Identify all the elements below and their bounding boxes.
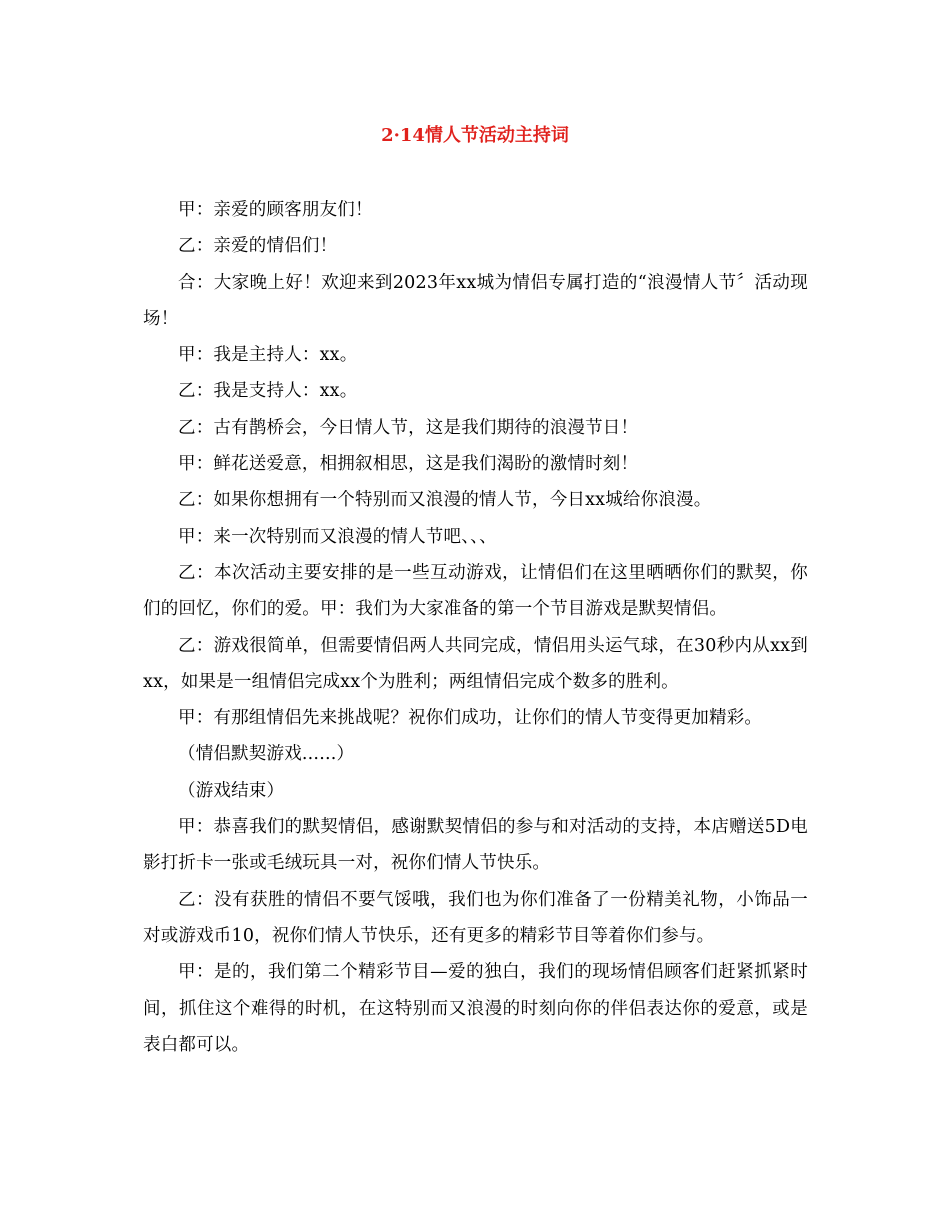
paragraph: （游戏结束） [178,780,285,801]
paragraph: 甲：有那组情侣先来挑战呢？祝你们成功，让你们的情人节变得更加精彩。 [178,708,763,729]
paragraph: （情侣默契游戏......） [178,744,355,765]
paragraph: 合：大家晚上好！欢迎来到2023年xx城为情侣专属打造的“浪漫情人节〞活动现场！ [143,272,808,329]
paragraph: 乙：亲爱的情侣们！ [178,236,338,257]
paragraph: 乙：没有获胜的情侣不要气馁哦，我们也为你们准备了一份精美礼物，小饰品一对或游戏币10，祝你们情人节快乐，还有更多的精彩节目等着你们参与。 [143,889,808,946]
paragraph: 甲：我是主持人：xx。 [178,345,358,366]
paragraph: 甲：鲜花送爱意，相拥叙相思，这是我们渴盼的激情时刻！ [178,454,639,475]
paragraph: 乙：古有鹊桥会，今日情人节，这是我们期待的浪漫节日！ [178,417,639,438]
paragraph: 甲：恭喜我们的默契情侣，感谢默契情侣的参与和对活动的支持，本店赠送5D电影打折卡一张或毛绒玩具一对，祝你们情人节快乐。 [143,817,808,874]
paragraph: 乙：我是支持人：xx。 [178,381,358,402]
paragraph: 甲：来一次特别而又浪漫的情人节吧、、、 [178,526,497,547]
paragraph: 甲：亲爱的顾客朋友们！ [178,200,373,220]
paragraph: 甲：是的，我们第二个精彩节目—爱的独白，我们的现场情侣顾客们赶紧抓紧时间，抓住这个难得的时机，在这特别而又浪漫的时刻向你的伴侣表达你的爱意，或是表白都可以。 [143,962,808,1055]
document-title: 2·14情人节活动主持词 [381,125,569,146]
paragraph: 乙：本次活动主要安排的是一些互动游戏，让情侣们在这里晒晒你们的默契，你们的回忆，你们的爱。甲：我们为大家准备的第一个节目游戏是默契情侣。 [143,562,808,620]
document-body [143,192,808,1063]
paragraph: 乙：如果你想拥有一个特别而又浪漫的情人节，今日xx城给你浪漫。 [178,490,712,511]
paragraph: 乙：游戏很简单，但需要情侣两人共同完成，情侣用头运气球，在30秒内从xx到xx，如果是一组情侣完成xx个为胜利；两组情侣完成个数多的胜利。 [143,635,808,692]
